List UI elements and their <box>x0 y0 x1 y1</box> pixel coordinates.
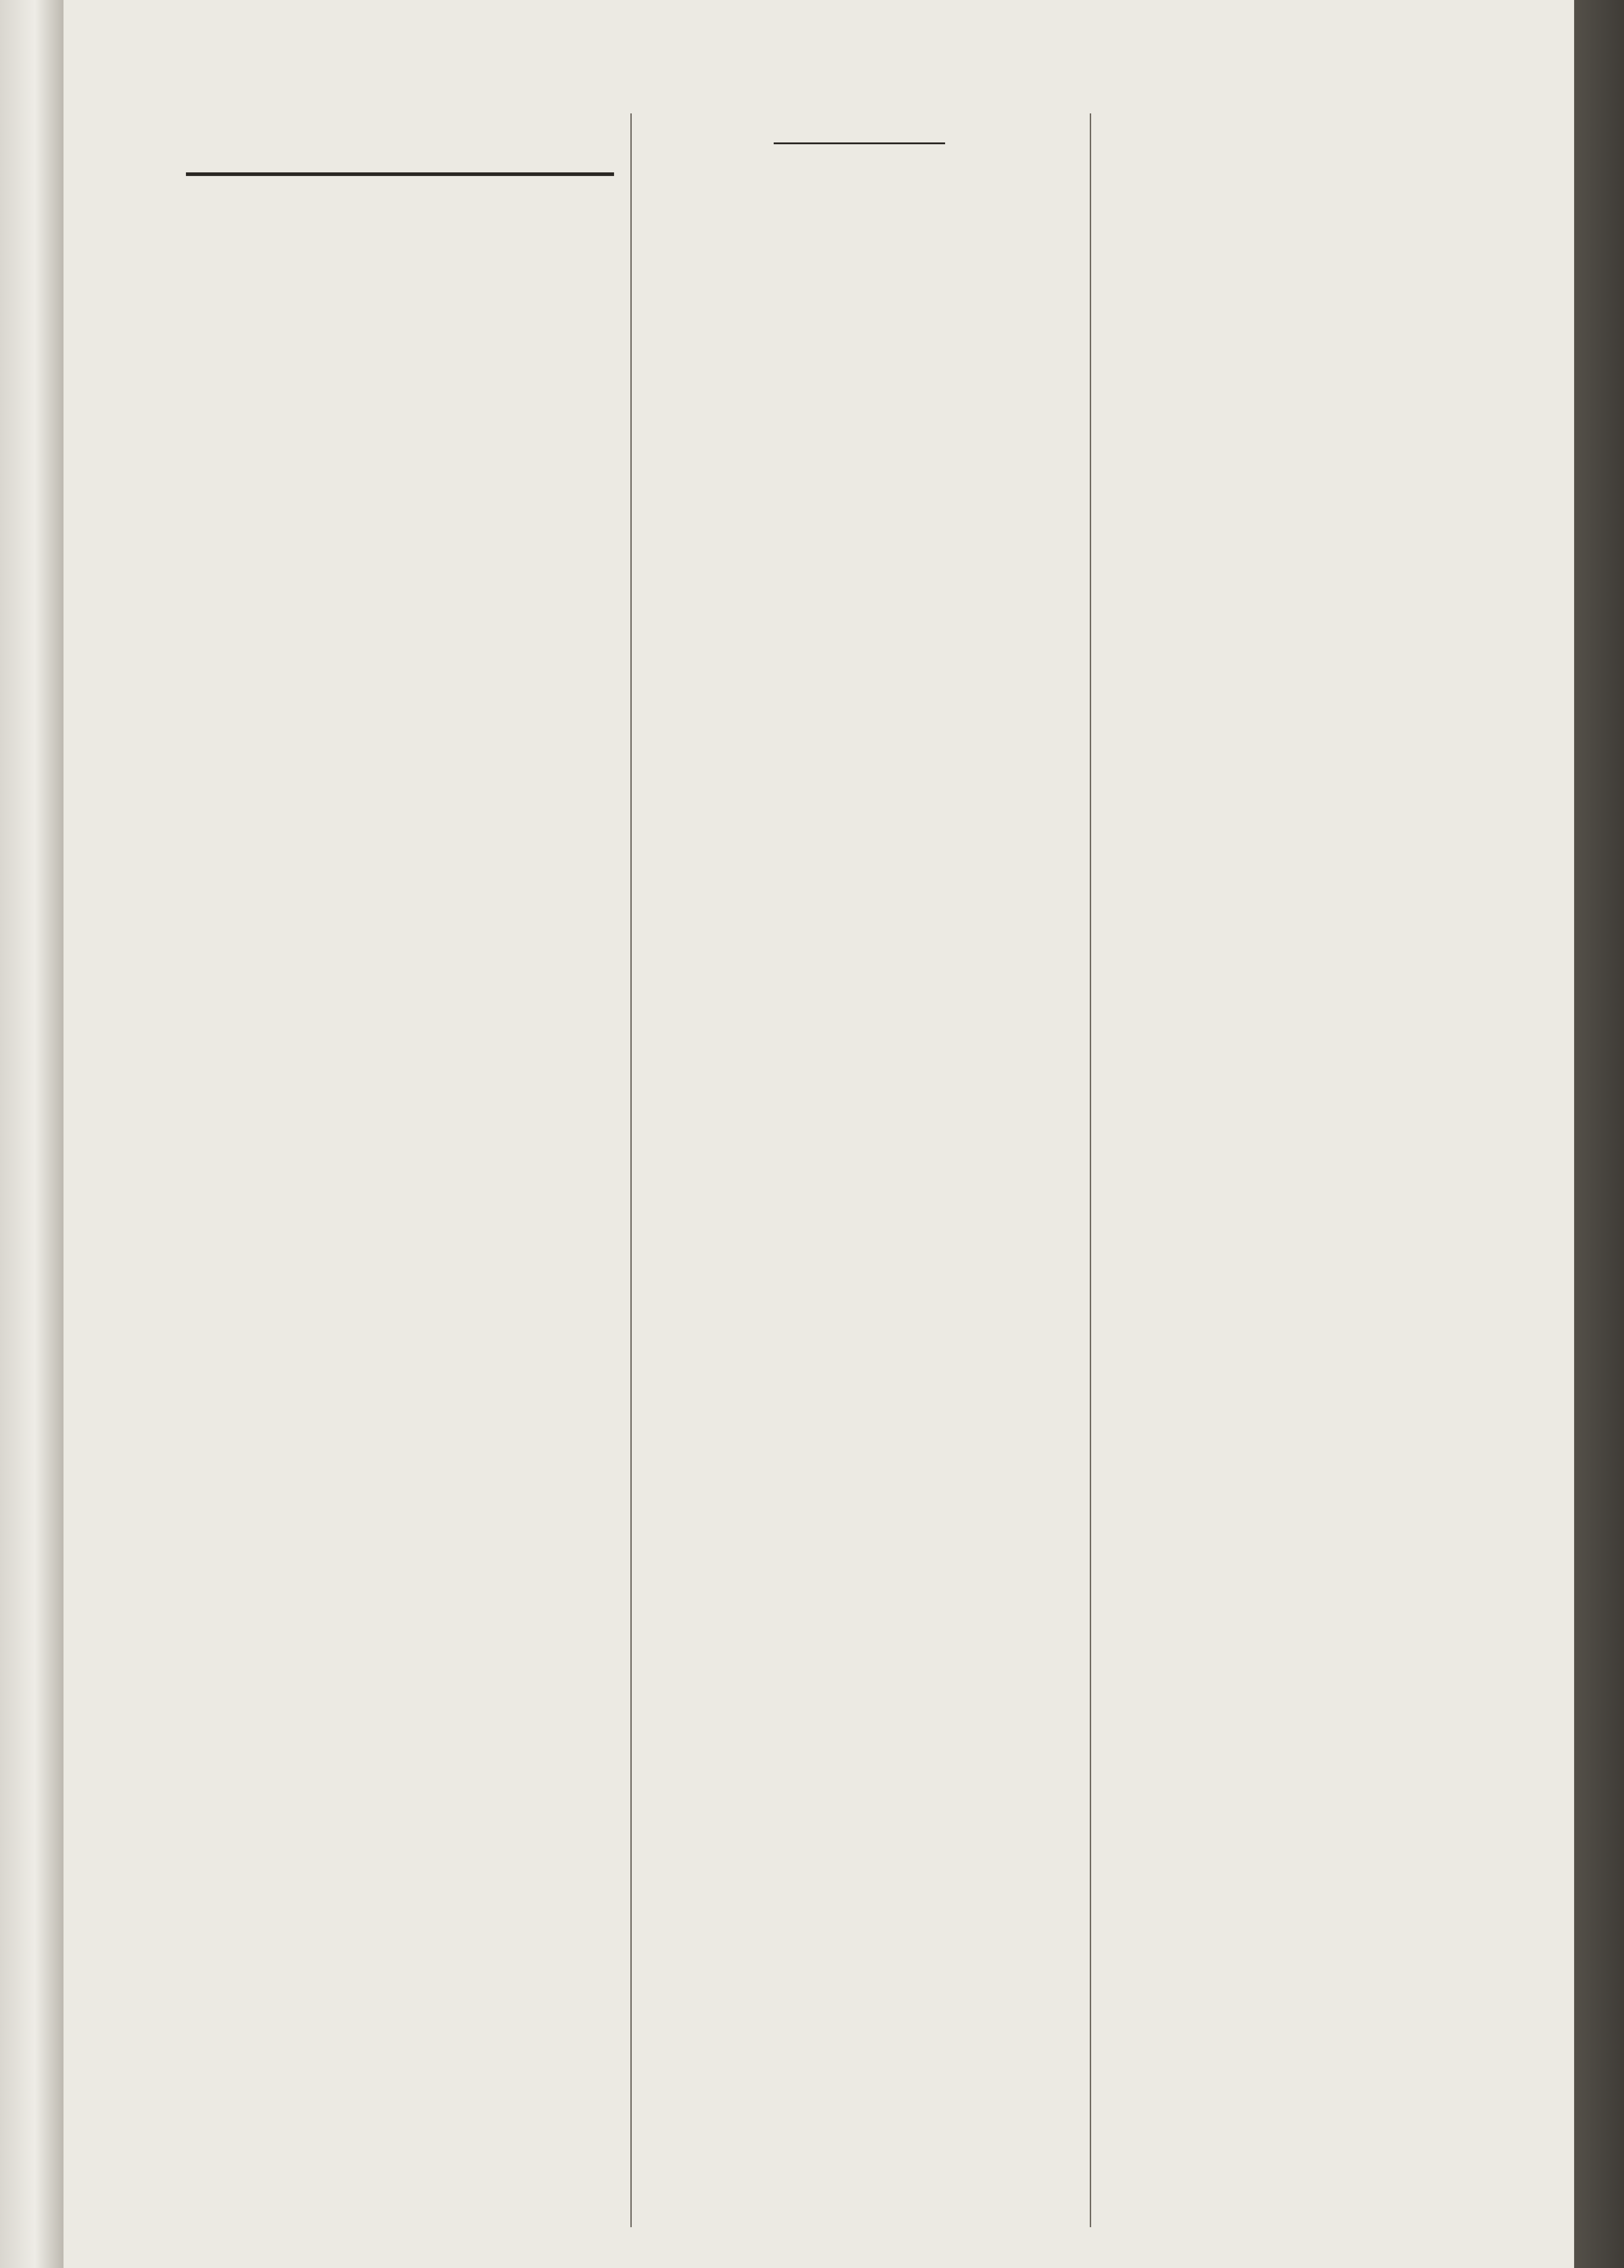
newspaper-page <box>63 0 1574 2268</box>
article-text <box>645 158 1073 180</box>
article-text <box>186 190 614 211</box>
text-columns <box>186 113 1533 2227</box>
article-text <box>1105 113 1533 135</box>
article-text <box>645 113 1073 135</box>
book-right-edge <box>1574 0 1624 2268</box>
section-rule <box>186 172 614 176</box>
book-left-edge <box>0 0 63 2268</box>
column-1 <box>186 113 614 2227</box>
column-2 <box>630 113 1073 2227</box>
section-rule <box>774 142 945 144</box>
article-text <box>186 142 614 163</box>
column-3 <box>1090 113 1533 2227</box>
article-text <box>186 113 614 135</box>
